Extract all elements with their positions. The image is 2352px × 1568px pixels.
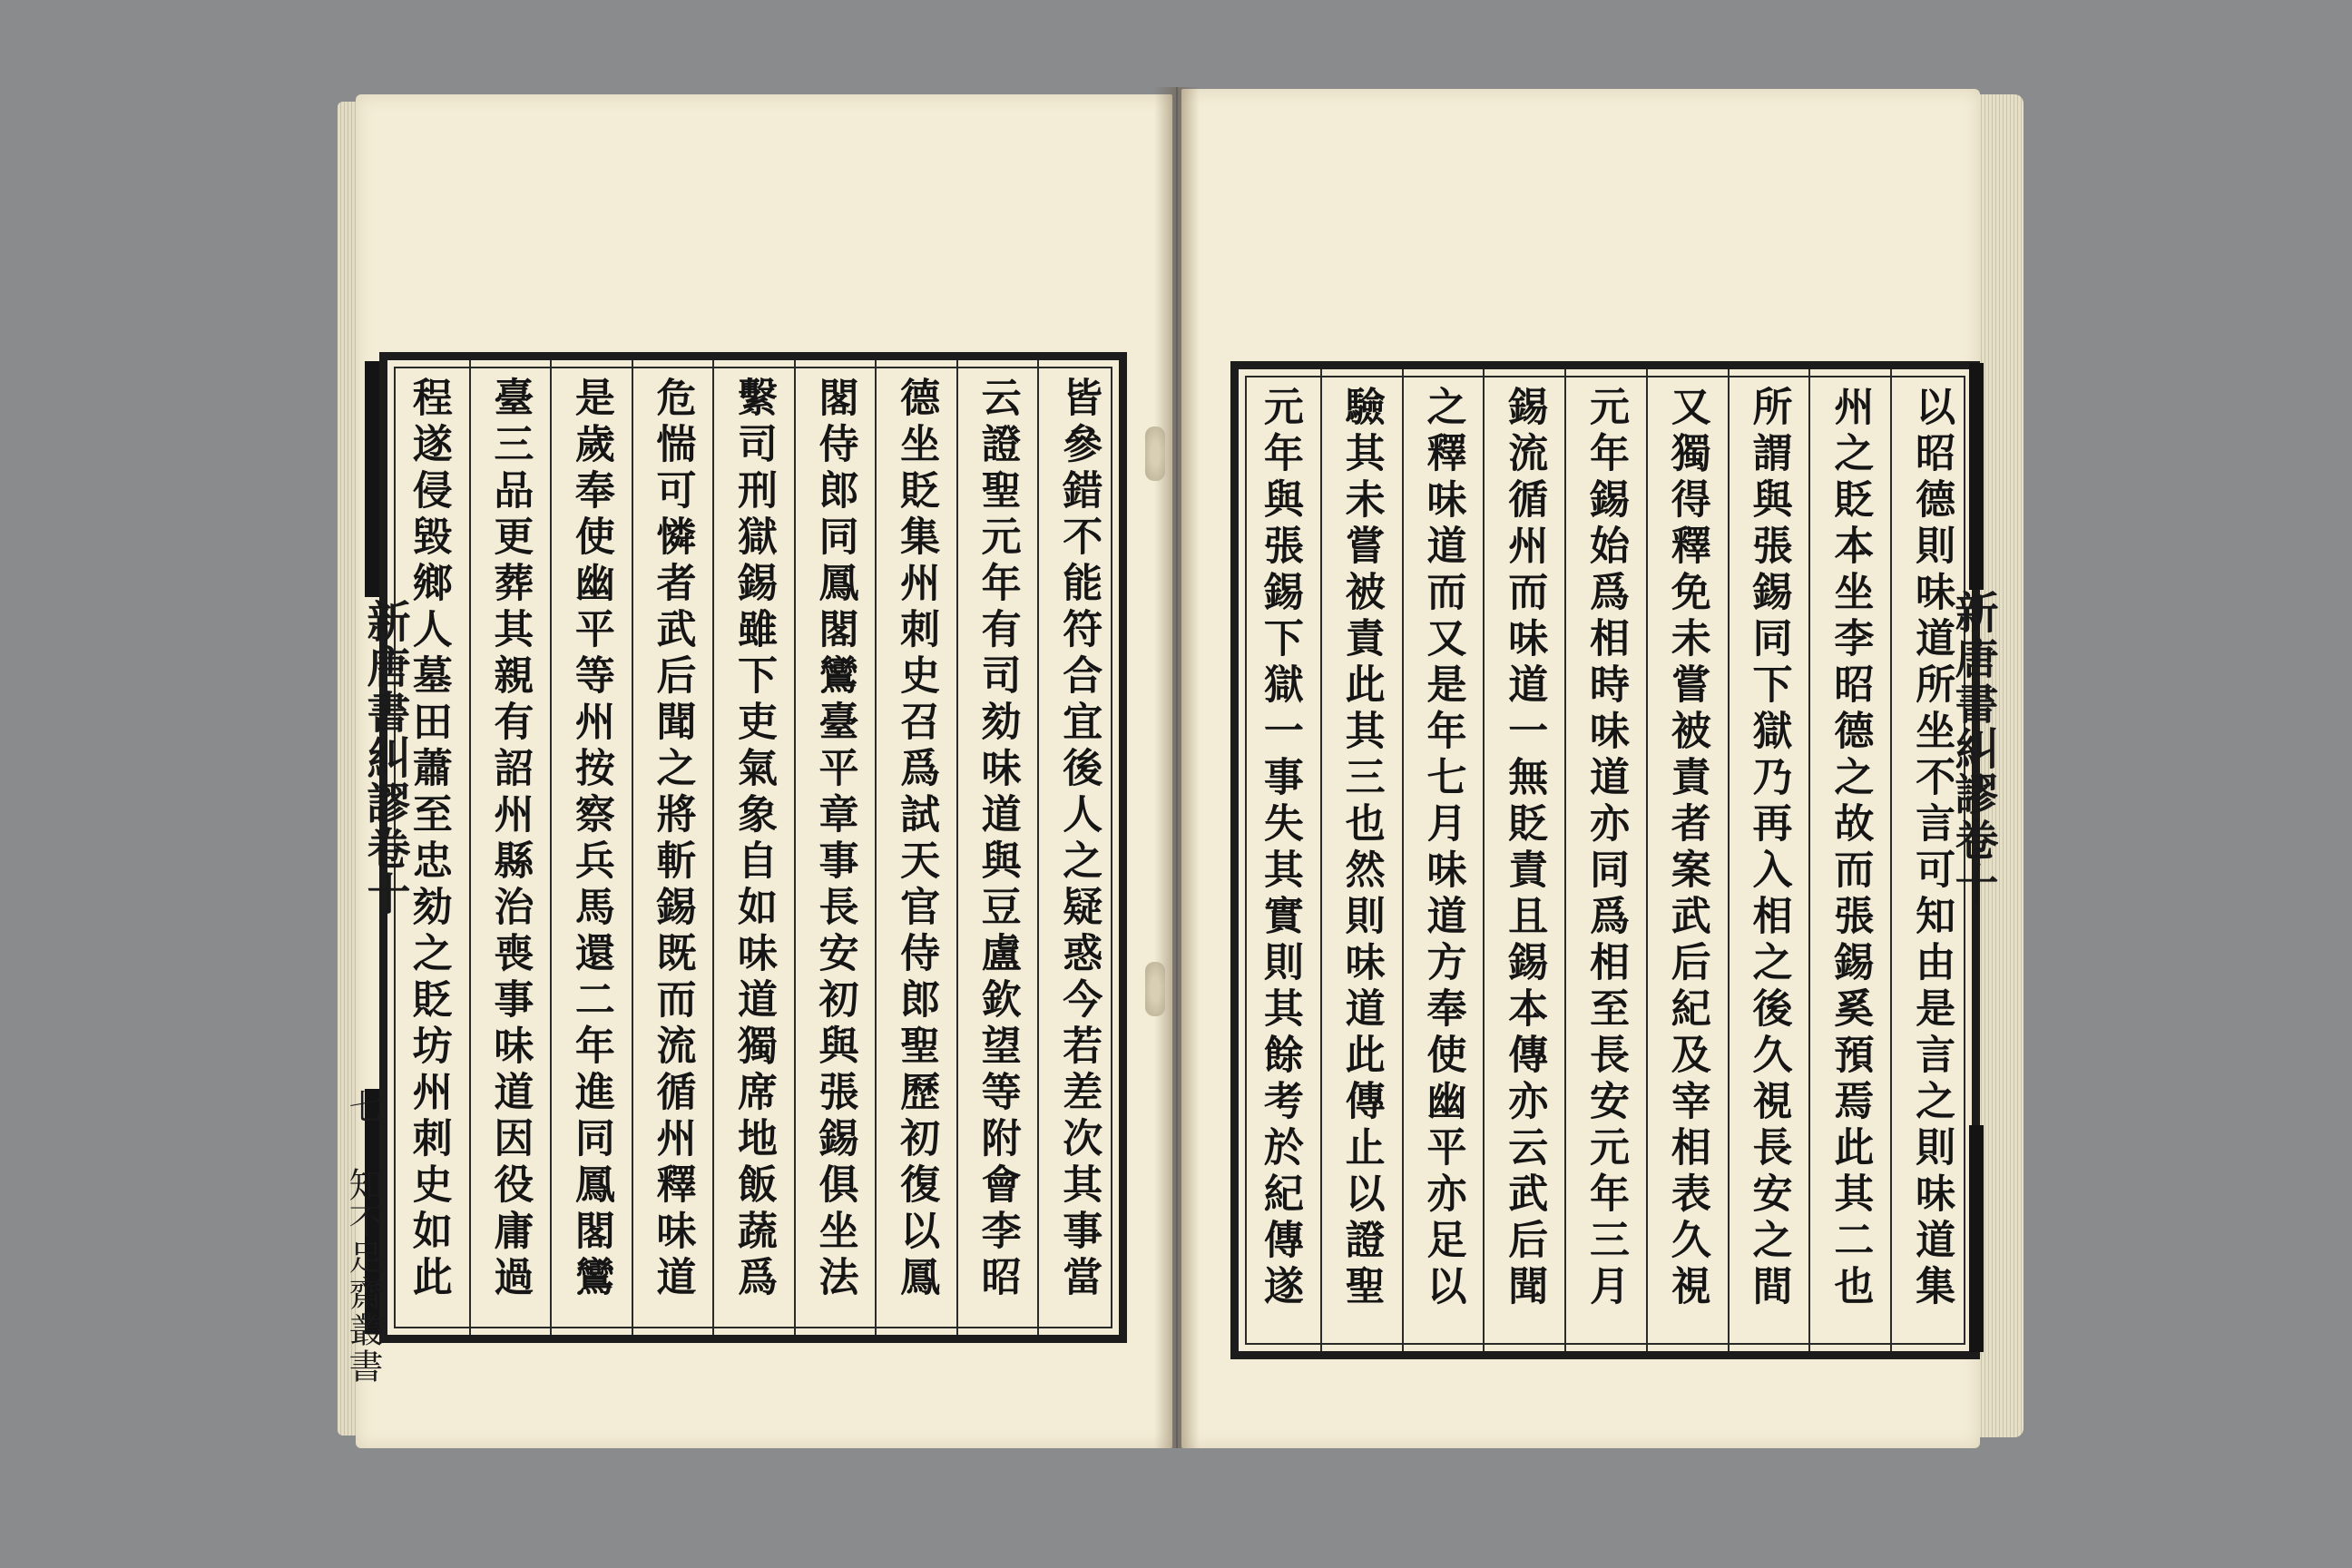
fishtail-mark	[1969, 1125, 1984, 1352]
column-rule	[875, 360, 877, 1335]
text-column: 錫流循州而味道一無貶責且錫本傳亦云武后聞	[1501, 386, 1548, 1311]
text-column: 臺三品更葬其親有詔州縣治喪事味道因役庸過	[486, 377, 534, 1302]
text-column: 元年錫始爲相時味道亦同爲相至長安元年三月	[1583, 386, 1629, 1311]
column-rule	[632, 360, 633, 1335]
text-column: 驗其未嘗被責此其三也然則味道此傳止以證聖	[1338, 386, 1385, 1311]
column-rule	[1808, 369, 1810, 1351]
column-rule	[1320, 369, 1322, 1351]
text-column: 程遂侵毀鄉人墓田蕭至忠劾之貶坊州刺史如此	[405, 377, 452, 1302]
fishtail-mark	[1969, 363, 1984, 590]
text-column: 又獨得釋免未嘗被責者案武后紀及宰相表久視	[1663, 386, 1710, 1311]
column-rule	[550, 360, 552, 1335]
text-column: 之釋味道而又是年七月味道方奉使幽平亦足以	[1419, 386, 1466, 1311]
book-gutter	[1154, 87, 1200, 1448]
column-rule	[712, 360, 714, 1335]
column-rule	[956, 360, 958, 1335]
text-column: 云證聖元年有司劾味道與豆盧欽望等附會李昭	[974, 377, 1021, 1302]
text-column: 是歲奉使幽平等州按察兵馬還二年進同鳳閣鸞	[567, 377, 614, 1302]
column-rule	[1483, 369, 1485, 1351]
left-text-block	[379, 352, 1127, 1343]
left-margin-title: 新唐書糾謬卷十	[359, 599, 410, 916]
column-rule	[794, 360, 796, 1335]
text-column: 繫司刑獄錫雖下吏氣象自如味道獨席地飯蔬爲	[730, 377, 777, 1302]
text-column: 閣侍郎同鳳閣鸞臺平章事長安初與張錫俱坐法	[811, 377, 858, 1302]
column-rule	[1564, 369, 1566, 1351]
text-column: 德坐貶集州刺史召爲試天官侍郎聖歷初復以鳳	[893, 377, 940, 1302]
binding-hole	[1145, 962, 1165, 1016]
text-column: 所謂與張錫同下獄乃再入相之後久視長安之間	[1745, 386, 1792, 1311]
column-rule	[1402, 369, 1404, 1351]
binding-hole	[1145, 426, 1165, 481]
publisher-imprint: 七 知不足齋叢書	[343, 1089, 383, 1385]
column-rule	[1728, 369, 1730, 1351]
text-column: 州之貶本坐李昭德之故而張錫奚預焉此其二也	[1827, 386, 1874, 1311]
right-margin-title: 新唐書糾謬卷十	[1947, 590, 1998, 907]
column-rule	[1890, 369, 1892, 1351]
text-column: 元年與張錫下獄一事失其實則其餘考於紀傳遂	[1256, 386, 1303, 1311]
right-text-block	[1230, 361, 1980, 1359]
column-rule	[469, 360, 471, 1335]
fishtail-mark	[365, 361, 379, 597]
text-column: 危惴可憐者武后聞之將斬錫既而流循州釋味道	[649, 377, 696, 1302]
column-rule	[1037, 360, 1039, 1335]
text-column: 皆參錯不能符合宜後人之疑惑今若差次其事當	[1055, 377, 1102, 1302]
column-rule	[1646, 369, 1648, 1351]
text-column: 以昭德則味道所坐不言可知由是言之則味道集	[1908, 386, 1955, 1311]
